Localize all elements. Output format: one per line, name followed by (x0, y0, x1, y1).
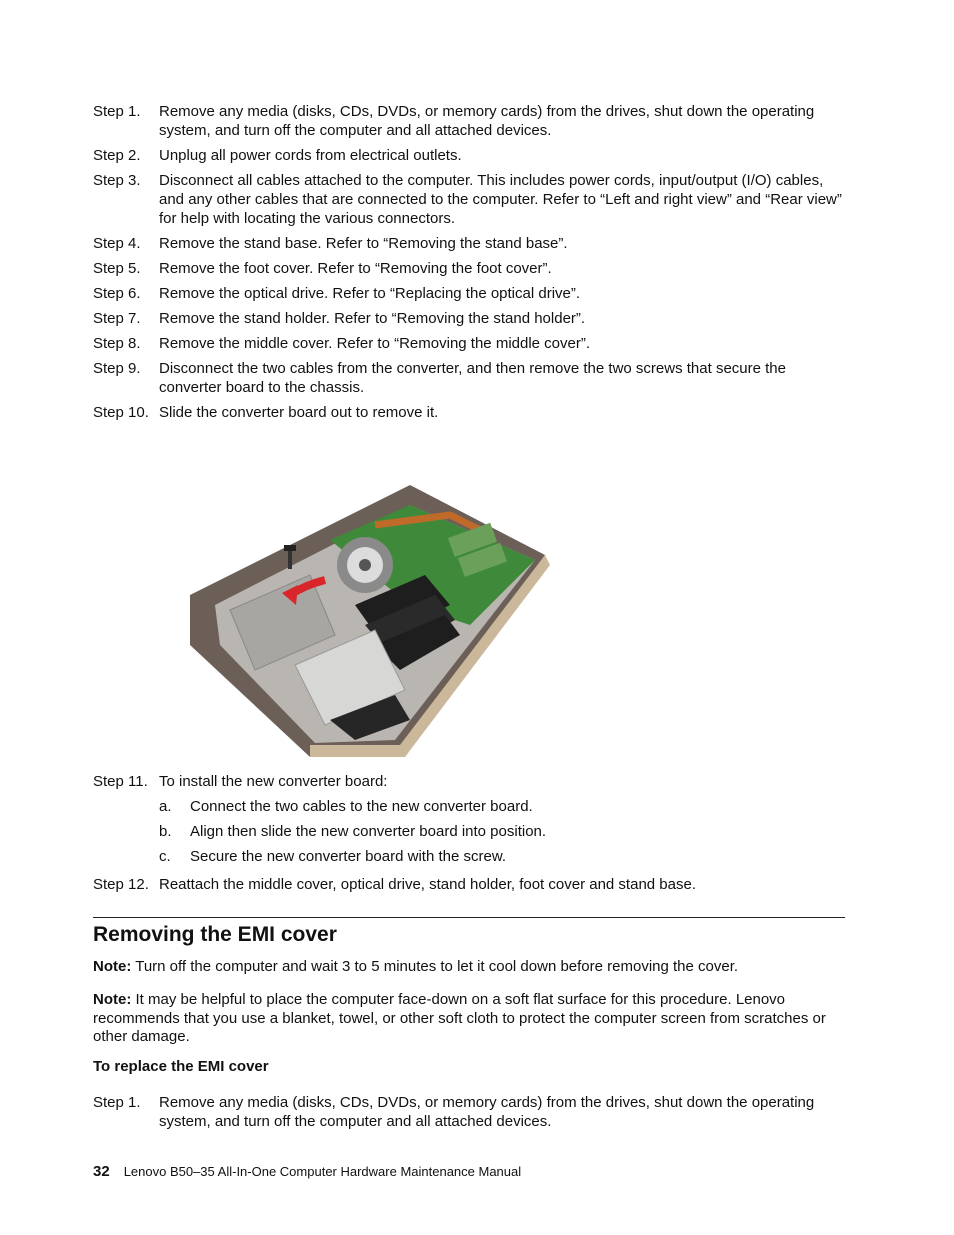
step-item: Step 9. Disconnect the two cables from the converter, and then remove the two screws that secure the converter board to the chassis. (93, 360, 786, 396)
manual-title: Lenovo B50–35 All-In-One Computer Hardware Maintenance Manual (123, 1164, 522, 1179)
substep-item: b. Align then slide the new converter board into position. (159, 823, 547, 840)
step-item: Step 6. Remove the optical drive. Refer to “Replacing the optical drive”. (93, 285, 581, 302)
step-item: Step 4. Remove the stand base. Refer to “Removing the stand base”. (93, 235, 568, 252)
substep-item: a. Connect the two cables to the new converter board. (159, 798, 533, 815)
note-face-down: Note: It may be helpful to place the computer face-down on a soft flat surface for this procedure. Lenovo recommends that you use a blanket, towel, or other soft cloth to protect the computer screen from scratches or other damage. (93, 991, 826, 1045)
step-item: Step 12. Reattach the middle cover, optical drive, stand holder, foot cover and stand base. (93, 876, 696, 893)
procedure-subheading: To replace the EMI cover (93, 1058, 269, 1075)
step-item: Step 7. Remove the stand holder. Refer to “Removing the stand holder”. (93, 310, 586, 327)
step-item: Step 2. Unplug all power cords from electrical outlets. (93, 147, 462, 164)
steps-top (93, 102, 845, 428)
section-title: Removing the EMI cover (93, 923, 337, 946)
step-item: Step 8. Remove the middle cover. Refer to “Removing the middle cover”. (93, 335, 591, 352)
page-footer (93, 1163, 521, 1181)
note-cool-down: Note: Turn off the computer and wait 3 to 5 minutes to let it cool down before removing the cover. (93, 958, 739, 975)
step-item: Step 1. Remove any media (disks, CDs, DVDs, or memory cards) from the drives, shut down the operating system, and turn off the computer and all attached devices. (93, 103, 815, 139)
steps-install (93, 772, 845, 900)
converter-board-removal-figure (160, 445, 620, 760)
step-item: Step 11. To install the new converter board: (93, 773, 388, 790)
steps-emi (93, 1093, 845, 1137)
step-item: Step 10. Slide the converter board out to remove it. (93, 404, 439, 421)
section-divider (93, 917, 845, 918)
fan-hub (359, 559, 371, 571)
step-item: Step 1. Remove any media (disks, CDs, DVDs, or memory cards) from the drives, shut down the operating system, and turn off the computer and all attached devices. (93, 1094, 815, 1130)
step-item: Step 3. Disconnect all cables attached to the computer. This includes power cords, input/output (I/O) cables, and any other cables that are connected to the computer. Refer to “Left and right view” and “Rear view” for help with locating the various connectors. (93, 172, 842, 227)
page-number: 32 (93, 1163, 110, 1180)
substep-item: c. Secure the new converter board with the screw. (159, 848, 506, 865)
step-item: Step 5. Remove the foot cover. Refer to “Removing the foot cover”. (93, 260, 552, 277)
